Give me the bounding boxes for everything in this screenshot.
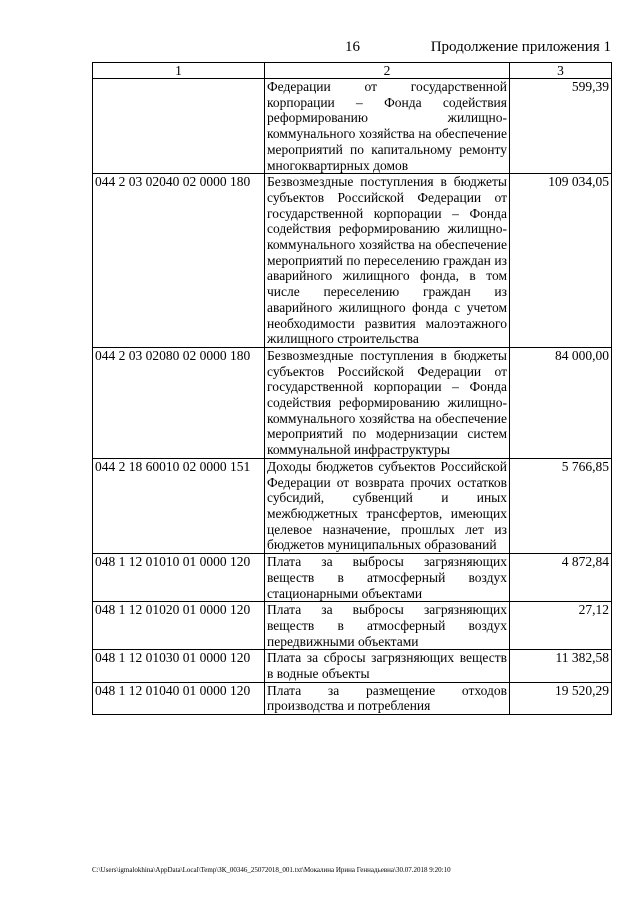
table-row: [93, 602, 612, 650]
revenue-amount: 109 034,05: [510, 174, 612, 348]
revenue-code: 044 2 18 60010 02 0000 151: [93, 458, 265, 553]
revenue-code: [93, 79, 265, 174]
revenue-code: 048 1 12 01020 01 0000 120: [93, 602, 265, 650]
table-row: [93, 347, 612, 458]
table-row: [93, 650, 612, 682]
table-header-row: [93, 63, 612, 79]
revenue-amount: 599,39: [510, 79, 612, 174]
revenue-code: 048 1 12 01010 01 0000 120: [93, 554, 265, 602]
revenue-description: Федерации от государственной корпорации – Фонда содействия реформированию жилищно-коммунального хозяйства на обеспечение мероприятий по капитальному ремонту многоквартирных домов: [265, 79, 510, 174]
revenue-code: 044 2 03 02080 02 0000 180: [93, 347, 265, 458]
revenue-description: Плата за выбросы загрязняющих веществ в атмосферный воздух передвижными объектами: [265, 602, 510, 650]
column-header: 2: [265, 63, 510, 79]
revenue-table: [92, 62, 612, 715]
page-number: 16: [345, 39, 360, 55]
file-path-footer: C:\Users\igmalokhina\AppData\Local\Temp\ЗК_00346_25072018_001.txt\Мокалина Ирина Геннадьевна\30.07.2018 9:20:10: [92, 866, 451, 874]
table-row: [93, 458, 612, 553]
table-row: [93, 79, 612, 174]
revenue-description: Плата за размещение отходов производства и потребления: [265, 682, 510, 714]
revenue-code: 048 1 12 01030 01 0000 120: [93, 650, 265, 682]
table-row: [93, 682, 612, 714]
revenue-code: 044 2 03 02040 02 0000 180: [93, 174, 265, 348]
revenue-description: Доходы бюджетов субъектов Российской Федерации от возврата прочих остатков субсидий, субвенций и иных межбюджетных трансфертов, имеющих целевое назначение, прошлых лет из бюджетов муниципальных образований: [265, 458, 510, 553]
table-row: [93, 174, 612, 348]
revenue-amount: 19 520,29: [510, 682, 612, 714]
revenue-amount: 27,12: [510, 602, 612, 650]
revenue-amount: 5 766,85: [510, 458, 612, 553]
revenue-description: Плата за выбросы загрязняющих веществ в атмосферный воздух стационарными объектами: [265, 554, 510, 602]
column-header: 3: [510, 63, 612, 79]
continuation-label: Продолжение приложения 1: [430, 39, 611, 55]
revenue-code: 048 1 12 01040 01 0000 120: [93, 682, 265, 714]
table-row: [93, 554, 612, 602]
revenue-amount: 11 382,58: [510, 650, 612, 682]
revenue-amount: 4 872,84: [510, 554, 612, 602]
revenue-description: Безвозмездные поступления в бюджеты субъектов Российской Федерации от государственной корпорации – Фонда содействия реформированию жилищно-коммунального хозяйства на обеспечение мероприятий по переселению граждан из аварийного жилищного фонда, в том числе переселению граждан из аварийного жилищного фонда с учетом необходимости развития малоэтажного жилищного строительства: [265, 174, 510, 348]
column-header: 1: [93, 63, 265, 79]
revenue-description: Безвозмездные поступления в бюджеты субъектов Российской Федерации от государственной корпорации – Фонда содействия реформированию жилищно-коммунального хозяйства на обеспечение мероприятий по модернизации систем коммунальной инфраструктуры: [265, 347, 510, 458]
revenue-amount: 84 000,00: [510, 347, 612, 458]
revenue-description: Плата за сбросы загрязняющих веществ в водные объекты: [265, 650, 510, 682]
